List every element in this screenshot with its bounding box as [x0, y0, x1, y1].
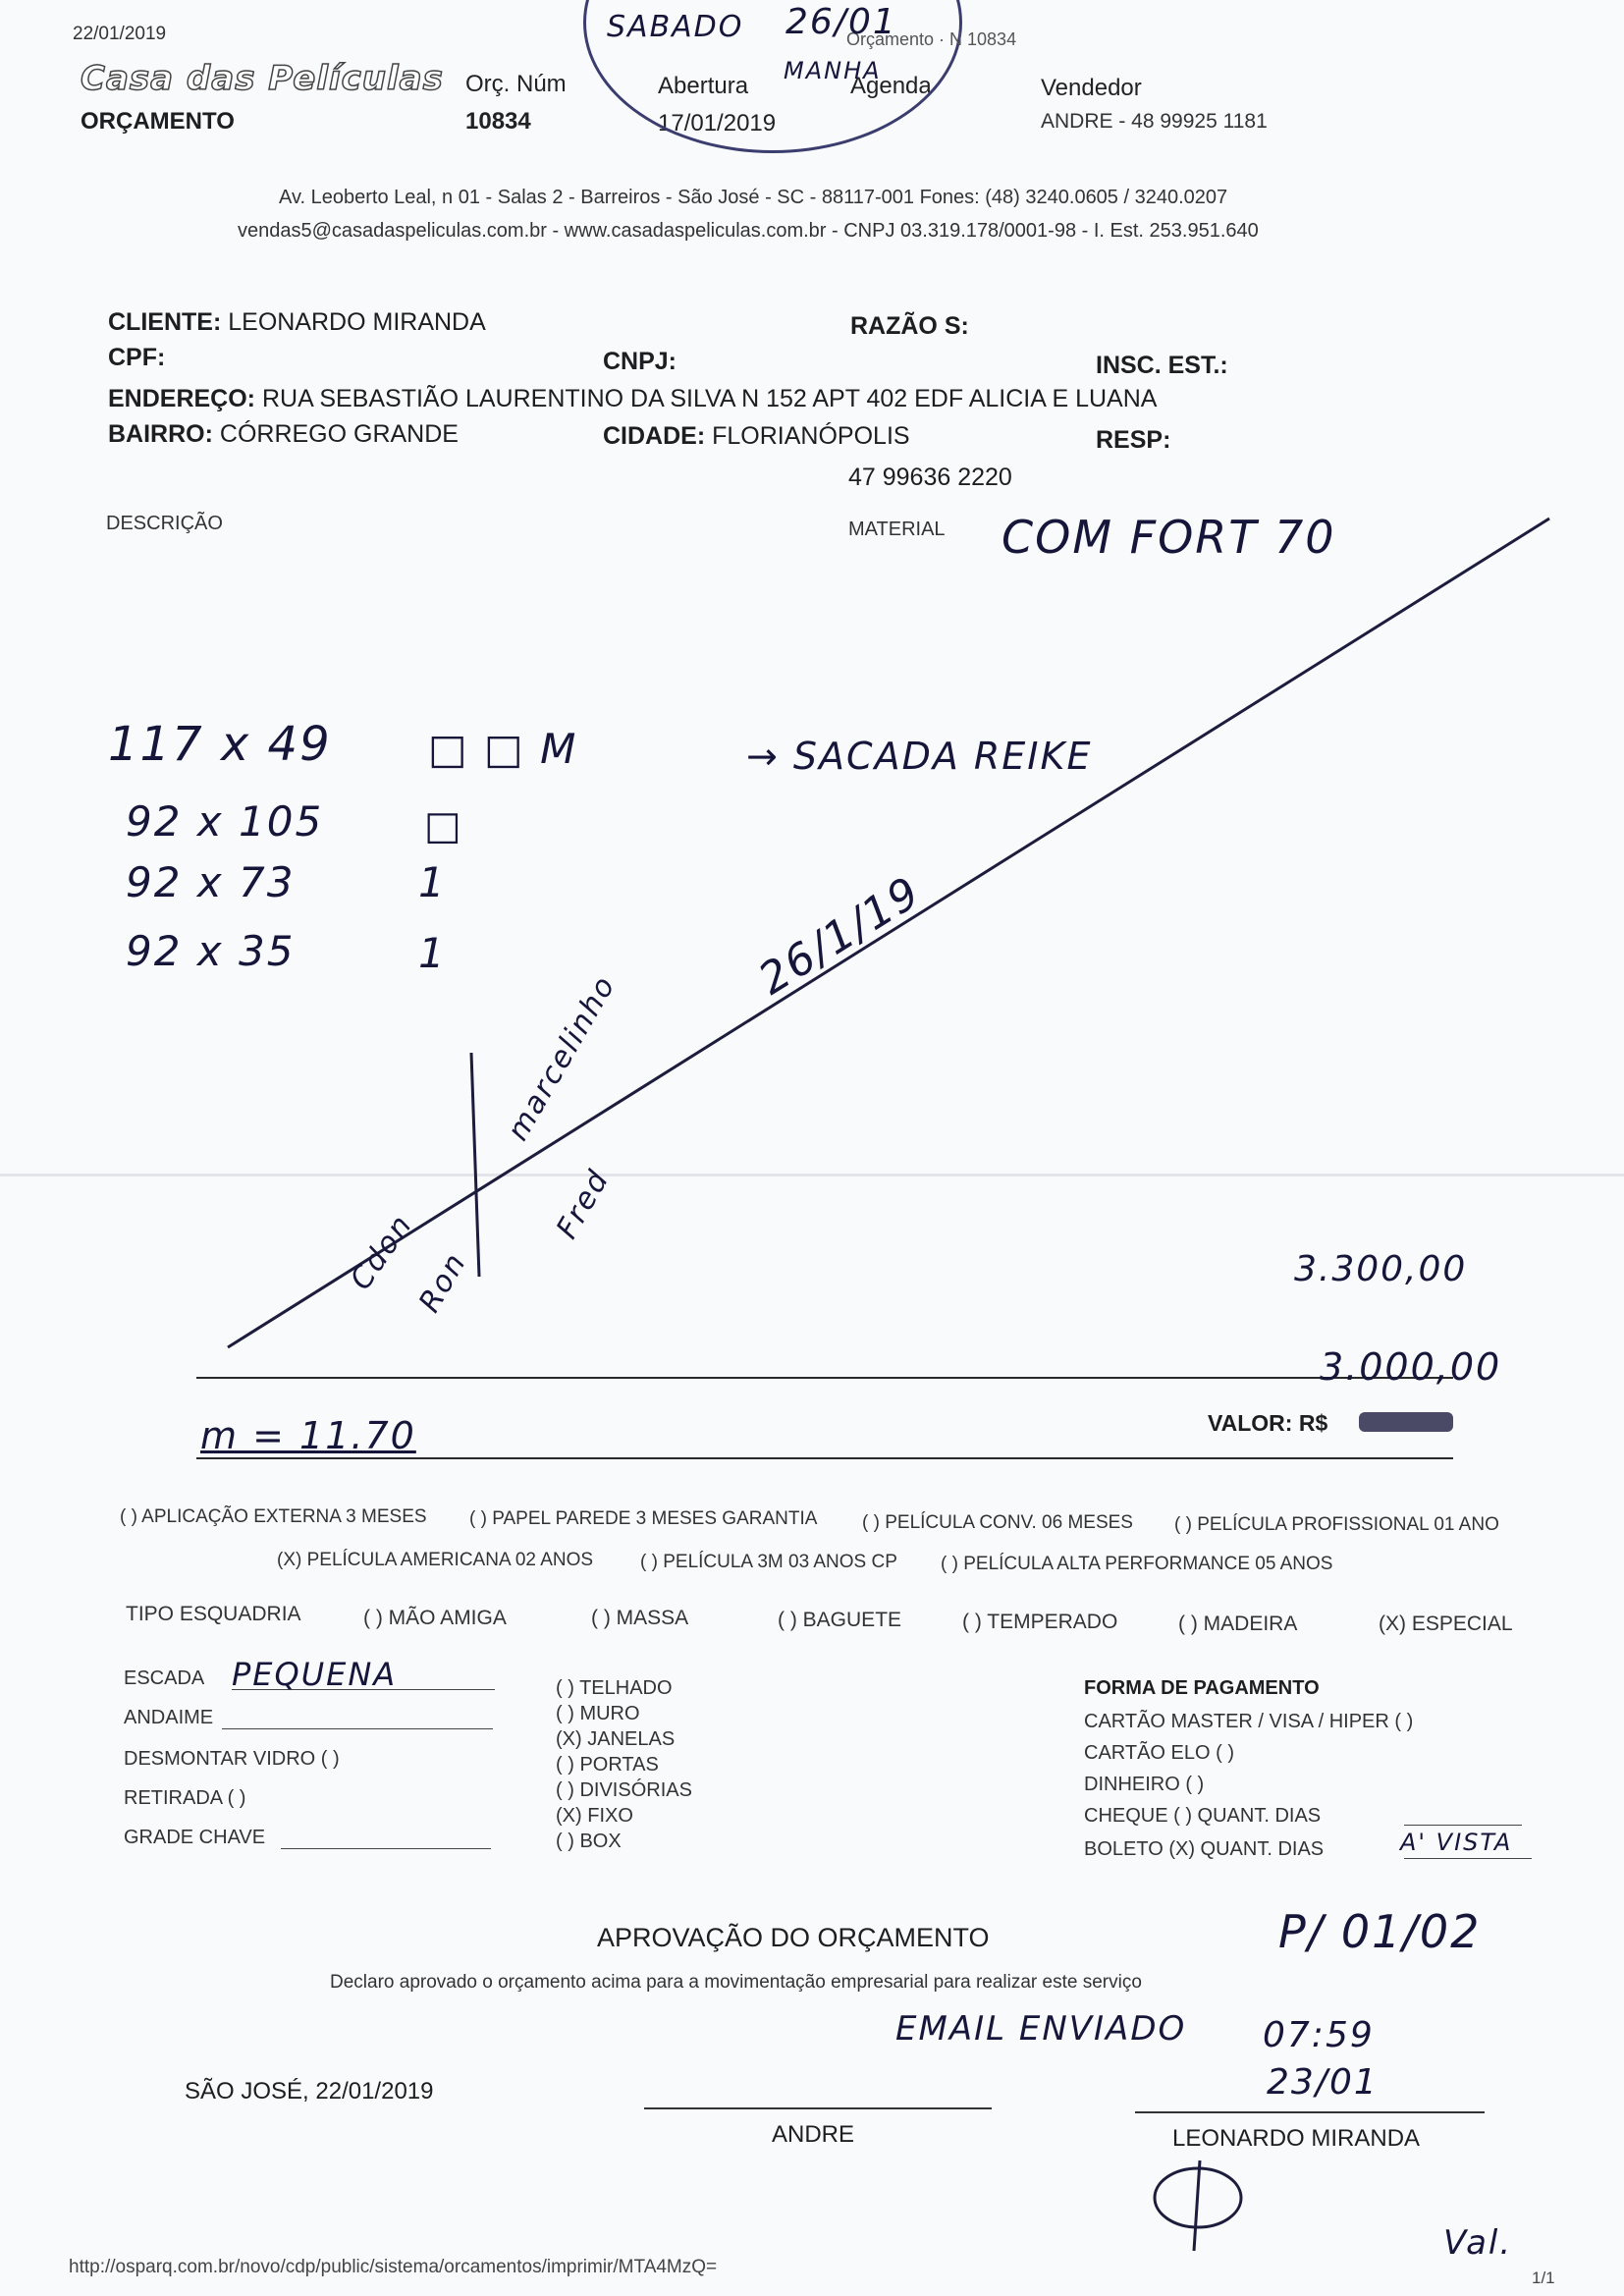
doc-type: ORÇAMENTO [81, 108, 235, 135]
w-opt-3-mark[interactable]: ( ) [862, 1512, 880, 1533]
w-opt-2-label: PAPEL PAREDE 3 MESES GARANTIA [492, 1508, 818, 1529]
abertura-value: 17/01/2019 [658, 110, 777, 137]
esq-opt-2-mark[interactable]: ( ) [591, 1607, 611, 1629]
esq-opt-5-mark[interactable]: ( ) [1178, 1613, 1198, 1635]
boleto-days-line[interactable] [1404, 1858, 1532, 1859]
escada-label: ESCADA [124, 1667, 205, 1689]
hand-row1-size: 117 x 49 [108, 717, 332, 772]
bairro-value: CÓRREGO GRANDE [219, 420, 459, 448]
hand-approval-note: P/ 01/02 [1278, 1905, 1482, 1958]
esq-opt-3-label: BAGUETE [802, 1609, 902, 1631]
hand-row1-marks: □ □ M [428, 725, 578, 773]
loc-opt-1-mark[interactable]: ( ) [556, 1677, 574, 1699]
orc-num-label: Orç. Núm [465, 71, 567, 97]
loc-opt-3-label: JANELAS [587, 1728, 676, 1750]
client-name: LEONARDO MIRANDA [1172, 2125, 1421, 2152]
client-signature [1139, 2157, 1257, 2255]
pay-cartao-elo[interactable]: CARTÃO ELO ( ) [1084, 1742, 1234, 1764]
loc-opt-2-mark[interactable]: ( ) [556, 1703, 574, 1724]
w-opt-6-label: PELÍCULA 3M 03 ANOS CP [663, 1552, 897, 1572]
hand-row4-size: 92 x 35 [126, 927, 296, 975]
abertura-label: Abertura [658, 73, 749, 99]
orc-num-value: 10834 [465, 108, 531, 135]
bairro-label: BAIRRO: [108, 420, 213, 448]
hand-boleto-note: A' VISTA [1400, 1829, 1513, 1856]
w-opt-4-label: PELÍCULA PROFISSIONAL 01 ANO [1197, 1514, 1499, 1535]
w-opt-7-label: PELÍCULA ALTA PERFORMANCE 05 ANOS [963, 1554, 1333, 1574]
payment-title: FORMA DE PAGAMENTO [1084, 1677, 1320, 1699]
vendedor-label: Vendedor [1041, 75, 1142, 101]
seller-sign-line[interactable] [644, 2107, 992, 2109]
hand-bottom-note: Val. [1443, 2223, 1513, 2263]
w-opt-1-mark[interactable]: ( ) [120, 1506, 137, 1527]
cpf-label: CPF: [108, 344, 166, 371]
w-opt-2-mark[interactable]: ( ) [469, 1508, 487, 1529]
esq-opt-5-label: MADEIRA [1203, 1613, 1298, 1635]
esq-opt-3-mark[interactable]: ( ) [778, 1609, 797, 1631]
insc-label: INSC. EST.: [1096, 352, 1228, 379]
hand-row2-marks: □ [424, 803, 463, 848]
pay-boleto[interactable]: BOLETO (X) QUANT. DIAS [1084, 1838, 1325, 1860]
grade-chave-label: GRADE CHAVE [124, 1827, 266, 1848]
client-sign-line[interactable] [1135, 2111, 1485, 2113]
hand-value1: 3.300,00 [1294, 1249, 1468, 1289]
loc-opt-7-label: BOX [579, 1831, 622, 1852]
hand-row4-marks: 1 [418, 929, 447, 977]
hand-diag-name3: Cdon [344, 1208, 420, 1297]
hand-top-date: 26/01 [785, 2, 897, 42]
cidade-label: CIDADE: [603, 422, 706, 450]
agenda-label: Agenda [850, 73, 932, 99]
pay-cheque[interactable]: CHEQUE ( ) QUANT. DIAS [1084, 1805, 1322, 1827]
page-number: 1/1 [1532, 2269, 1555, 2287]
hand-top-period: MANHA [784, 57, 882, 84]
client-phone: 47 99636 2220 [848, 464, 1012, 491]
grade-chave-line[interactable] [281, 1848, 491, 1849]
company-contact: vendas5@casadaspeliculas.com.br - www.casadaspeliculas.com.br - CNPJ 03.319.178/0001-98 - I. Est. 253.951.640 [238, 220, 1259, 242]
cheque-days-line[interactable] [1404, 1825, 1522, 1826]
hand-email-note: EMAIL ENVIADO [895, 2009, 1187, 2049]
hand-escada[interactable]: PEQUENA [232, 1656, 398, 1693]
pay-cartao-master[interactable]: CARTÃO MASTER / VISA / HIPER ( ) [1084, 1711, 1414, 1732]
footer-url[interactable]: http://osparq.com.br/novo/cdp/public/sistema/orcamentos/imprimir/MTA4MzQ= [69, 2257, 718, 2277]
loc-opt-2-label: MURO [579, 1703, 640, 1724]
hand-row3-marks: 1 [418, 858, 447, 906]
approval-title: APROVAÇÃO DO ORÇAMENTO [597, 1923, 990, 1952]
hand-material: COM FORT 70 [1001, 511, 1336, 564]
loc-opt-5-mark[interactable]: ( ) [556, 1779, 574, 1801]
total-rule-1 [196, 1377, 1453, 1379]
cidade-value: FLORIANÓPOLIS [712, 422, 910, 450]
total-rule-2 [196, 1457, 1453, 1459]
endereco-label: ENDEREÇO: [108, 385, 256, 412]
cnpj-label: CNPJ: [603, 348, 677, 375]
esquadria-label: TIPO ESQUADRIA [126, 1603, 301, 1625]
hand-row3-size: 92 x 73 [126, 858, 296, 906]
w-opt-1-label: APLICAÇÃO EXTERNA 3 MESES [141, 1506, 427, 1527]
loc-opt-6-label: FIXO [587, 1805, 633, 1827]
hand-diag-name1: marcelinho [501, 969, 623, 1147]
hand-top-day: SABADO [607, 10, 744, 44]
place-date: SÃO JOSÉ, 22/01/2019 [185, 2078, 434, 2105]
hand-row1-note: → SACADA REIKE [746, 735, 1093, 778]
loc-opt-3-mark[interactable]: (X) [556, 1728, 582, 1750]
seller-name: ANDRE [772, 2121, 855, 2148]
pay-dinheiro[interactable]: DINHEIRO ( ) [1084, 1774, 1205, 1795]
desmontar-vidro[interactable]: DESMONTAR VIDRO ( ) [124, 1748, 340, 1770]
w-opt-4-mark[interactable]: ( ) [1174, 1514, 1192, 1535]
loc-opt-1-label: TELHADO [579, 1677, 673, 1699]
esq-opt-6-mark[interactable]: (X) [1379, 1613, 1406, 1635]
approval-declaration: Declaro aprovado o orçamento acima para a movimentação empresarial para realizar este serviço [330, 1972, 1142, 1993]
hand-diag-date: 26/1/19 [750, 866, 930, 1006]
w-opt-5-label: PELÍCULA AMERICANA 02 ANOS [306, 1550, 594, 1570]
hand-date-note: 23/01 [1267, 2062, 1379, 2103]
descricao-label: DESCRIÇÃO [106, 513, 223, 534]
esq-opt-1-mark[interactable]: ( ) [363, 1607, 383, 1629]
w-opt-3-label: PELÍCULA CONV. 06 MESES [885, 1512, 1133, 1533]
loc-opt-7-mark[interactable]: ( ) [556, 1831, 574, 1852]
cliente-label: CLIENTE: [108, 308, 222, 336]
hand-area: m = 11.70 [200, 1414, 416, 1457]
esq-opt-1-label: MÃO AMIGA [388, 1607, 507, 1629]
loc-opt-4-mark[interactable]: ( ) [556, 1754, 574, 1776]
resp-label: RESP: [1096, 426, 1171, 454]
w-opt-6-mark[interactable]: ( ) [640, 1552, 658, 1572]
print-date: 22/01/2019 [73, 24, 167, 44]
material-label: MATERIAL [848, 519, 946, 540]
hand-row2-size: 92 x 105 [126, 797, 324, 846]
hand-value2: 3.000,00 [1320, 1345, 1502, 1389]
valor-label: VALOR: R$ [1208, 1410, 1328, 1436]
andaime-label: ANDAIME [124, 1707, 214, 1728]
retirada[interactable]: RETIRADA ( ) [124, 1787, 246, 1809]
w-opt-7-mark[interactable]: ( ) [941, 1554, 958, 1574]
andaime-line[interactable] [222, 1728, 493, 1729]
company-logo: Casa das Películas [81, 59, 444, 98]
cliente-value: LEONARDO MIRANDA [228, 308, 486, 336]
loc-opt-4-label: PORTAS [579, 1754, 659, 1776]
vendedor-value: ANDRE - 48 99925 1181 [1041, 110, 1268, 133]
valor-scribble [1359, 1412, 1453, 1432]
esq-opt-2-label: MASSA [616, 1607, 689, 1629]
esq-opt-4-mark[interactable]: ( ) [962, 1611, 982, 1633]
hand-time-note: 07:59 [1263, 2015, 1375, 2055]
stamp-ref: Orçamento · N 10834 [846, 29, 1017, 49]
esq-opt-6-label: ESPECIAL [1411, 1613, 1513, 1635]
hand-diag-name4: Ron [412, 1246, 474, 1319]
loc-opt-5-label: DIVISÓRIAS [579, 1779, 692, 1801]
endereco-value: RUA SEBASTIÃO LAURENTINO DA SILVA N 152 APT 402 EDF ALICIA E LUANA [261, 385, 1158, 412]
company-address: Av. Leoberto Leal, n 01 - Salas 2 - Barreiros - São José - SC - 88117-001 Fones: (48) 3240.0605 / 3240.0207 [279, 187, 1228, 208]
razao-label: RAZÃO S: [850, 312, 969, 340]
esq-opt-4-label: TEMPERADO [987, 1611, 1118, 1633]
hand-diag-name2: Fred [550, 1163, 617, 1245]
loc-opt-6-mark[interactable]: (X) [556, 1805, 582, 1827]
w-opt-5-mark[interactable]: (X) [277, 1550, 302, 1570]
